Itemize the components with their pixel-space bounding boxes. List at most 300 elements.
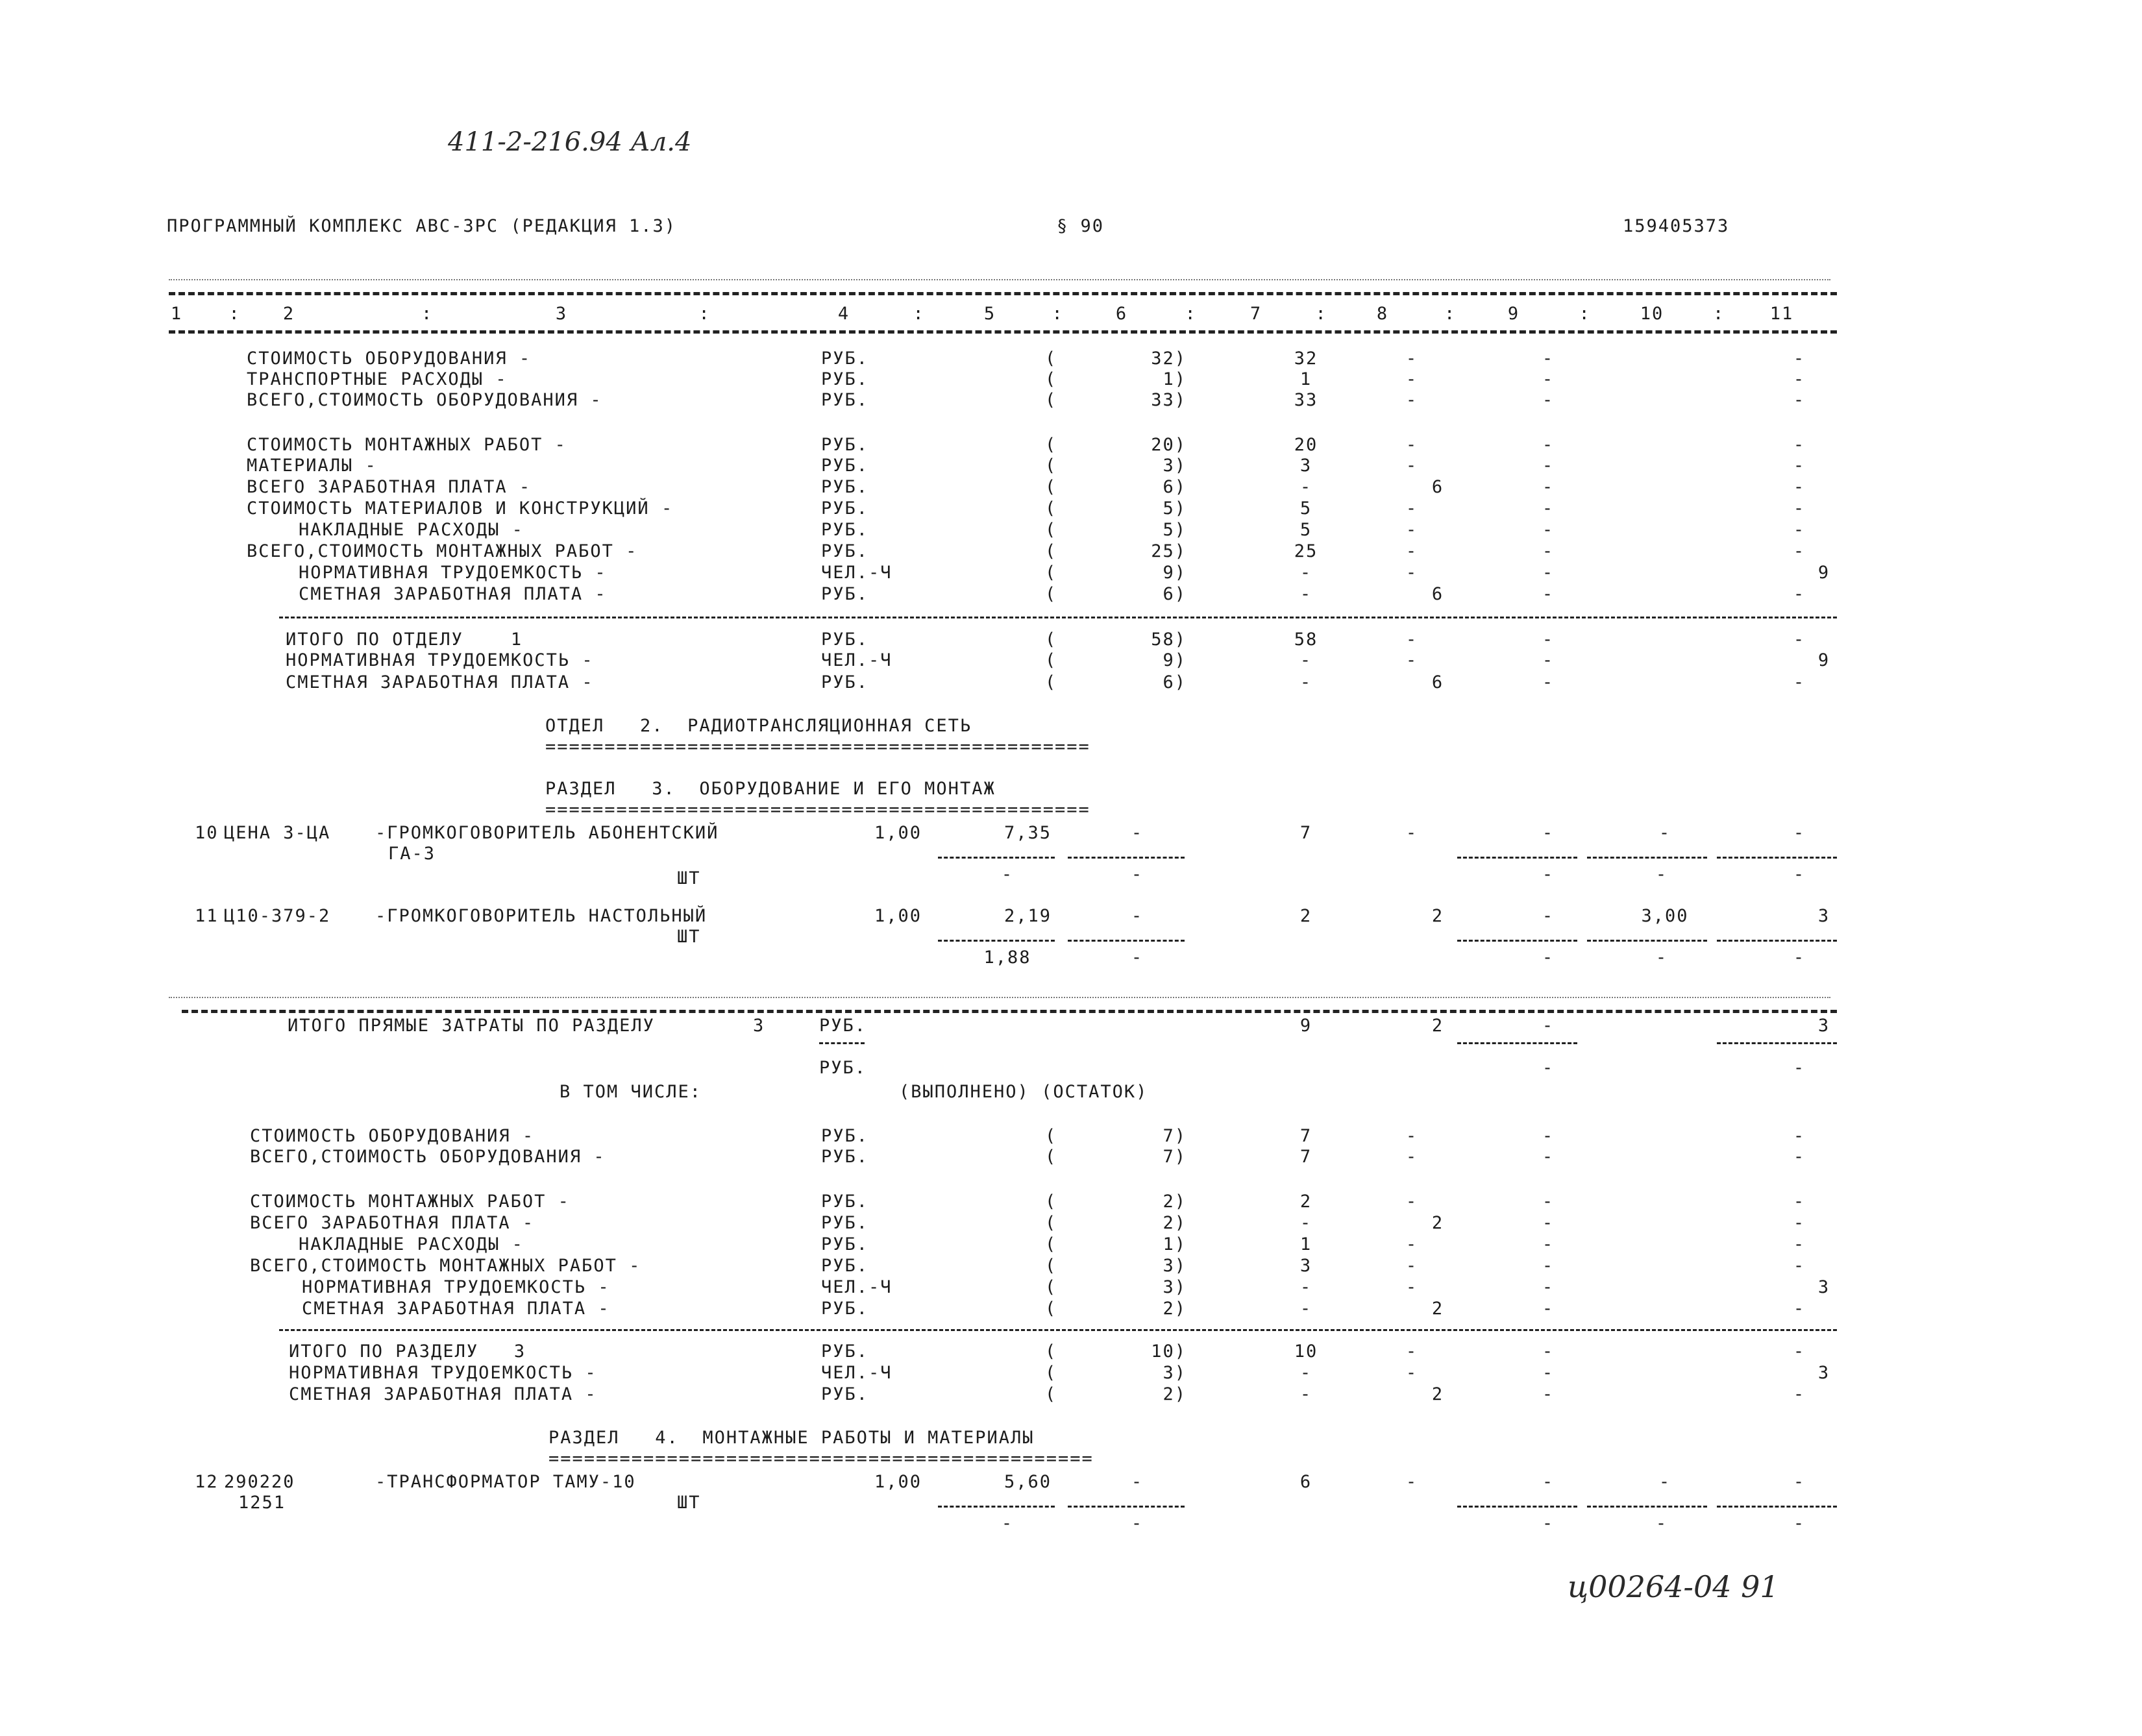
direct-costs-unit: РУБ. <box>819 1016 867 1036</box>
column-number: 9 <box>1507 304 1520 324</box>
row-unit: РУБ. <box>821 498 869 519</box>
col11-value: - <box>1793 1299 1806 1319</box>
direct-sub-rule <box>819 1042 865 1044</box>
row-unit: РУБ. <box>821 630 869 650</box>
completed-value: 7 <box>1163 1147 1175 1167</box>
item-code: 290220 <box>224 1472 295 1492</box>
col8-value: - <box>1405 563 1418 583</box>
break-rule <box>182 1010 1837 1013</box>
col11-value: - <box>1793 456 1806 476</box>
handwritten-footer: ц00264-04 91 <box>1568 1569 1779 1604</box>
row-unit: РУБ. <box>821 1256 869 1276</box>
break-dots <box>169 997 1830 998</box>
col11-value: 3 <box>1817 1277 1830 1297</box>
col9-value: - <box>1542 520 1555 540</box>
paren-open: ( <box>1045 498 1057 519</box>
col7-value: 1 <box>1299 1234 1312 1254</box>
item-number: 12 <box>195 1472 219 1492</box>
row-unit: РУБ. <box>821 1147 869 1167</box>
direct-sub-rule <box>1457 1042 1577 1044</box>
item-sub-col11: - <box>1793 1513 1806 1534</box>
col8-value: - <box>1405 1126 1418 1146</box>
department-underline: ============================================== <box>545 737 1090 757</box>
direct-sub-rule <box>1717 1042 1837 1044</box>
column-number: 6 <box>1115 304 1128 324</box>
item-number: 11 <box>195 906 219 926</box>
col11-value: - <box>1793 1192 1806 1212</box>
completed-value: 5 <box>1163 520 1175 540</box>
item-name: -ГРОМКОГОВОРИТЕЛЬ НАСТОЛЬНЫЙ <box>375 906 708 926</box>
direct-costs-col11b: - <box>1793 1058 1806 1078</box>
col8-value: 6 <box>1431 584 1444 604</box>
col7-value: - <box>1299 1299 1312 1319</box>
col11-value: - <box>1793 369 1806 389</box>
col7-value: 25 <box>1294 541 1318 561</box>
item-sub-col9: - <box>1542 947 1555 968</box>
col11-value: - <box>1793 672 1806 692</box>
column-separator: : <box>228 304 241 324</box>
paren-value: 3) <box>1163 1277 1187 1297</box>
including-label: В ТОМ ЧИСЛЕ: <box>560 1082 702 1102</box>
item-sub-col10: - <box>1655 864 1668 885</box>
col11-value: - <box>1793 477 1806 497</box>
completed-value: 3 <box>1163 1256 1175 1276</box>
row-label: СТОИМОСТЬ МОНТАЖНЫХ РАБОТ - <box>247 435 567 455</box>
column-separator: : <box>1052 304 1064 324</box>
item-sub-col9: - <box>1542 864 1555 885</box>
item-sub-col10: - <box>1655 947 1668 968</box>
col7-value: 2 <box>1299 1192 1312 1212</box>
row-unit: РУБ. <box>821 1341 869 1362</box>
direct-costs-unit2: РУБ. <box>819 1058 867 1078</box>
item-col7: 2 <box>1299 906 1312 926</box>
completed-value: 2 <box>1163 1192 1175 1212</box>
completed-value: 1 <box>1163 369 1175 389</box>
item-col11: - <box>1793 823 1806 843</box>
col9-value: - <box>1542 1147 1555 1167</box>
column-separator: : <box>913 304 925 324</box>
completed-value: 33 <box>1151 390 1175 410</box>
col11-value: - <box>1793 541 1806 561</box>
item-sub-col5: - <box>1001 864 1014 885</box>
row-label: НАКЛАДНЫЕ РАСХОДЫ - <box>299 520 524 540</box>
paren-open: ( <box>1045 541 1057 561</box>
col11-value: 3 <box>1817 1363 1830 1383</box>
block2-rule <box>279 1329 1837 1331</box>
column-number: 5 <box>983 304 996 324</box>
col9-value: - <box>1542 498 1555 519</box>
program-title: ПРОГРАММНЫЙ КОМПЛЕКС АВС-3РС (РЕДАКЦИЯ 1.3) <box>167 216 676 236</box>
column-number: 11 <box>1769 304 1794 324</box>
top-rule <box>169 292 1837 295</box>
completed-value: 9 <box>1163 650 1175 670</box>
paren-value: 32) <box>1151 348 1187 369</box>
row-unit: РУБ. <box>821 541 869 561</box>
col8-value: - <box>1405 1277 1418 1297</box>
col8-value: - <box>1405 630 1418 650</box>
item-col6: - <box>1131 906 1144 926</box>
item-col8: 2 <box>1431 906 1444 926</box>
col7-value: 3 <box>1299 1256 1312 1276</box>
item-name: -ГРОМКОГОВОРИТЕЛЬ АБОНЕНТСКИЙ <box>375 823 719 843</box>
paren-open: ( <box>1045 435 1057 455</box>
row-label: ВСЕГО,СТОИМОСТЬ МОНТАЖНЫХ РАБОТ - <box>247 541 638 561</box>
column-separator: : <box>1185 304 1197 324</box>
row-unit: ЧЕЛ.-Ч <box>821 1363 892 1383</box>
row-unit: РУБ. <box>821 390 869 410</box>
paren-value: 1) <box>1163 369 1187 389</box>
item-sub-col6: - <box>1131 1513 1144 1534</box>
direct-costs-col7: 9 <box>1299 1016 1312 1036</box>
row-label: ИТОГО ПО ОТДЕЛУ 1 <box>286 630 523 650</box>
col9-value: - <box>1542 1299 1555 1319</box>
sub-rule <box>1717 857 1837 859</box>
col8-value: - <box>1405 435 1418 455</box>
col11-value: - <box>1793 1147 1806 1167</box>
sub-rule <box>1457 857 1577 859</box>
row-label: НОРМАТИВНАЯ ТРУДОЕМКОСТЬ - <box>289 1363 597 1383</box>
row-label: ТРАНСПОРТНЫЕ РАСХОДЫ - <box>247 369 508 389</box>
paren-value: 9) <box>1163 650 1187 670</box>
col9-value: - <box>1542 1192 1555 1212</box>
col8-value: 2 <box>1431 1299 1444 1319</box>
col9-value: - <box>1542 1213 1555 1233</box>
col7-value: 1 <box>1299 369 1312 389</box>
row-label: ВСЕГО,СТОИМОСТЬ МОНТАЖНЫХ РАБОТ - <box>250 1256 641 1276</box>
direct-costs-col11: 3 <box>1817 1016 1830 1036</box>
section-title: РАЗДЕЛ 4. МОНТАЖНЫЕ РАБОТЫ И МАТЕРИАЛЫ <box>548 1428 1035 1448</box>
col8-value: - <box>1405 369 1418 389</box>
page-number-value: 90 <box>1080 216 1105 236</box>
row-label: ВСЕГО ЗАРАБОТНАЯ ПЛАТА - <box>247 477 532 497</box>
item-unit: ШТ <box>677 927 701 947</box>
row-label: ИТОГО ПО РАЗДЕЛУ 3 <box>289 1341 526 1362</box>
section-underline: ============================================== <box>548 1449 1094 1469</box>
row-label: НАКЛАДНЫЕ РАСХОДЫ - <box>299 1234 524 1254</box>
completed-value: 2 <box>1163 1299 1175 1319</box>
item-quantity: 1,00 <box>874 823 922 843</box>
col11-value: 9 <box>1817 563 1830 583</box>
item-unit: ШТ <box>677 868 701 888</box>
item-name-continued: ГА-3 <box>388 844 436 864</box>
direct-costs-section: 3 <box>753 1016 765 1036</box>
column-number: 1 <box>170 304 183 324</box>
item-quantity: 1,00 <box>874 906 922 926</box>
row-label: СТОИМОСТЬ МАТЕРИАЛОВ И КОНСТРУКЦИЙ - <box>247 498 674 519</box>
row-unit: РУБ. <box>821 1384 869 1404</box>
item-col11: 3 <box>1817 906 1830 926</box>
paren-value: 3) <box>1163 1363 1187 1383</box>
col11-value: - <box>1793 630 1806 650</box>
col7-value: - <box>1299 650 1312 670</box>
col7-value: 58 <box>1294 630 1318 650</box>
completed-value: 6 <box>1163 477 1175 497</box>
completed-value: 3 <box>1163 456 1175 476</box>
item-sub-col6: - <box>1131 947 1144 968</box>
sub-rule <box>1068 857 1185 859</box>
item-sub-col10: - <box>1655 1513 1668 1534</box>
paren-open: ( <box>1045 650 1057 670</box>
col7-value: 32 <box>1294 348 1318 369</box>
col7-value: - <box>1299 1363 1312 1383</box>
sub-rule <box>1717 1506 1837 1508</box>
completed-value: 2 <box>1163 1384 1175 1404</box>
item-sub-col5: - <box>1001 1513 1014 1534</box>
item-col9: - <box>1542 823 1555 843</box>
col8-value: - <box>1405 1256 1418 1276</box>
paren-open: ( <box>1045 672 1057 692</box>
paren-value: 58) <box>1151 630 1187 650</box>
column-separator: : <box>1713 304 1725 324</box>
paren-open: ( <box>1045 630 1057 650</box>
row-unit: РУБ. <box>821 1192 869 1212</box>
col9-value: - <box>1542 584 1555 604</box>
paren-open: ( <box>1045 520 1057 540</box>
row-label: ВСЕГО,СТОИМОСТЬ ОБОРУДОВАНИЯ - <box>247 390 602 410</box>
paren-open: ( <box>1045 1299 1057 1319</box>
paren-open: ( <box>1045 1277 1057 1297</box>
item-col6: - <box>1131 1472 1144 1492</box>
item-code-continued: 1251 <box>238 1493 286 1513</box>
row-label: ВСЕГО ЗАРАБОТНАЯ ПЛАТА - <box>250 1213 535 1233</box>
col9-value: - <box>1542 1277 1555 1297</box>
column-separator: : <box>698 304 711 324</box>
item-sub-col6: - <box>1131 864 1144 885</box>
sub-rule <box>938 857 1055 859</box>
column-number: 4 <box>837 304 850 324</box>
page-number: § 90 <box>1057 216 1105 236</box>
paren-value: 2) <box>1163 1384 1187 1404</box>
col9-value: - <box>1542 541 1555 561</box>
col8-value: - <box>1405 1234 1418 1254</box>
col9-value: - <box>1542 650 1555 670</box>
col7-value: 7 <box>1299 1126 1312 1146</box>
paren-open: ( <box>1045 563 1057 583</box>
item-code: Ц10-379-2 <box>224 906 331 926</box>
sub-rule <box>1068 1506 1185 1508</box>
item-col9: - <box>1542 906 1555 926</box>
item-sub-col11: - <box>1793 864 1806 885</box>
paren-value: 5) <box>1163 498 1187 519</box>
sub-rule <box>1457 940 1577 942</box>
item-unit: ШТ <box>677 1493 701 1513</box>
col9-value: - <box>1542 1384 1555 1404</box>
completed-value: 1 <box>1163 1234 1175 1254</box>
paren-value: 2) <box>1163 1192 1187 1212</box>
col7-value: - <box>1299 477 1312 497</box>
item-col6: - <box>1131 823 1144 843</box>
col8-value: 2 <box>1431 1213 1444 1233</box>
paren-open: ( <box>1045 1192 1057 1212</box>
paren-value: 7) <box>1163 1126 1187 1146</box>
col9-value: - <box>1542 630 1555 650</box>
row-unit: ЧЕЛ.-Ч <box>821 650 892 670</box>
col7-value: 10 <box>1294 1341 1318 1362</box>
col9-value: - <box>1542 1341 1555 1362</box>
column-number: 7 <box>1250 304 1262 324</box>
sub-rule <box>1068 940 1185 942</box>
col9-value: - <box>1542 1234 1555 1254</box>
completed-value: 9 <box>1163 563 1175 583</box>
item-sub-col11: - <box>1793 947 1806 968</box>
row-label: НОРМАТИВНАЯ ТРУДОЕМКОСТЬ - <box>286 650 594 670</box>
completed-value: 10 <box>1151 1341 1175 1362</box>
col8-value: - <box>1405 520 1418 540</box>
col11-value: 9 <box>1817 650 1830 670</box>
paren-value: 7) <box>1163 1147 1187 1167</box>
paren-open: ( <box>1045 1256 1057 1276</box>
paren-value: 3) <box>1163 1256 1187 1276</box>
handwritten-reference: 411-2-216.94 Ал.4 <box>448 127 692 157</box>
column-separator: : <box>1444 304 1457 324</box>
paren-open: ( <box>1045 477 1057 497</box>
col11-value: - <box>1793 1126 1806 1146</box>
col11-value: - <box>1793 1341 1806 1362</box>
sub-rule <box>938 1506 1055 1508</box>
row-label: МАТЕРИАЛЫ - <box>247 456 377 476</box>
completed-value: 58 <box>1151 630 1175 650</box>
column-header-rule <box>169 330 1837 334</box>
row-label: НОРМАТИВНАЯ ТРУДОЕМКОСТЬ - <box>302 1277 610 1297</box>
completed-value: 6 <box>1163 672 1175 692</box>
header-dots <box>169 279 1830 280</box>
item-unit-price: 5,60 <box>1003 1472 1052 1492</box>
col9-value: - <box>1542 1126 1555 1146</box>
col8-value: 6 <box>1431 672 1444 692</box>
row-unit: РУБ. <box>821 348 869 369</box>
completed-value: 3 <box>1163 1363 1175 1383</box>
completed-value: 2 <box>1163 1213 1175 1233</box>
item-quantity: 1,00 <box>874 1472 922 1492</box>
row-unit: РУБ. <box>821 1126 869 1146</box>
col8-value: - <box>1405 456 1418 476</box>
section-underline: ============================================== <box>545 800 1090 820</box>
paren-open: ( <box>1045 584 1057 604</box>
completed-value: 32 <box>1151 348 1175 369</box>
done-remainder-label: (ВЫПОЛНЕНО) (ОСТАТОК) <box>899 1082 1148 1102</box>
col8-value: - <box>1405 541 1418 561</box>
item-unit-price: 2,19 <box>1003 906 1052 926</box>
paren-value: 2) <box>1163 1299 1187 1319</box>
sub-rule <box>1587 940 1707 942</box>
col8-value: - <box>1405 1192 1418 1212</box>
row-unit: РУБ. <box>821 520 869 540</box>
item-col8: - <box>1405 823 1418 843</box>
paren-value: 10) <box>1151 1341 1187 1362</box>
row-unit: РУБ. <box>821 435 869 455</box>
item-col9: - <box>1542 1472 1555 1492</box>
row-unit: РУБ. <box>821 1234 869 1254</box>
col8-value: - <box>1405 498 1418 519</box>
paren-value: 1) <box>1163 1234 1187 1254</box>
paren-open: ( <box>1045 1126 1057 1146</box>
col9-value: - <box>1542 390 1555 410</box>
col9-value: - <box>1542 672 1555 692</box>
direct-costs-label: ИТОГО ПРЯМЫЕ ЗАТРАТЫ ПО РАЗДЕЛУ <box>288 1016 655 1036</box>
col11-value: - <box>1793 390 1806 410</box>
col11-value: - <box>1793 1384 1806 1404</box>
row-unit: ЧЕЛ.-Ч <box>821 1277 892 1297</box>
row-label: СМЕТНАЯ ЗАРАБОТНАЯ ПЛАТА - <box>289 1384 597 1404</box>
paren-open: ( <box>1045 390 1057 410</box>
paren-value: 5) <box>1163 520 1187 540</box>
direct-costs-col8: 2 <box>1431 1016 1444 1036</box>
item-number: 10 <box>195 823 219 843</box>
row-label: СТОИМОСТЬ МОНТАЖНЫХ РАБОТ - <box>250 1192 570 1212</box>
paren-value: 2) <box>1163 1213 1187 1233</box>
item-unit-price: 7,35 <box>1003 823 1052 843</box>
col8-value: - <box>1405 1147 1418 1167</box>
sub-rule <box>1457 1506 1577 1508</box>
col11-value: - <box>1793 584 1806 604</box>
paren-open: ( <box>1045 1384 1057 1404</box>
col9-value: - <box>1542 1256 1555 1276</box>
col9-value: - <box>1542 1363 1555 1383</box>
row-label: НОРМАТИВНАЯ ТРУДОЕМКОСТЬ - <box>299 563 607 583</box>
column-number: 3 <box>555 304 568 324</box>
paren-open: ( <box>1045 456 1057 476</box>
direct-costs-col9: - <box>1542 1016 1555 1036</box>
col11-value: - <box>1793 1256 1806 1276</box>
paren-open: ( <box>1045 1341 1057 1362</box>
column-number: 8 <box>1376 304 1389 324</box>
item-col10: 3,00 <box>1641 906 1689 926</box>
col11-value: - <box>1793 1213 1806 1233</box>
completed-value: 20 <box>1151 435 1175 455</box>
col7-value: - <box>1299 584 1312 604</box>
col7-value: - <box>1299 672 1312 692</box>
col7-value: 5 <box>1299 520 1312 540</box>
item-col7: 7 <box>1299 823 1312 843</box>
column-separator: : <box>1315 304 1327 324</box>
row-label: СМЕТНАЯ ЗАРАБОТНАЯ ПЛАТА - <box>302 1299 610 1319</box>
col11-value: - <box>1793 435 1806 455</box>
column-separator: : <box>421 304 434 324</box>
paren-value: 25) <box>1151 541 1187 561</box>
paren-value: 33) <box>1151 390 1187 410</box>
col8-value: - <box>1405 1341 1418 1362</box>
row-unit: РУБ. <box>821 672 869 692</box>
paren-open: ( <box>1045 1234 1057 1254</box>
col9-value: - <box>1542 348 1555 369</box>
col7-value: 20 <box>1294 435 1318 455</box>
row-unit: РУБ. <box>821 477 869 497</box>
col7-value: - <box>1299 1213 1312 1233</box>
document-number: 159405373 <box>1623 216 1730 236</box>
block1-rule <box>279 617 1837 618</box>
paren-value: 9) <box>1163 563 1187 583</box>
paren-open: ( <box>1045 1363 1057 1383</box>
paren-open: ( <box>1045 1213 1057 1233</box>
completed-value: 25 <box>1151 541 1175 561</box>
sub-rule <box>1587 857 1707 859</box>
paren-value: 3) <box>1163 456 1187 476</box>
row-unit: РУБ. <box>821 456 869 476</box>
column-number: 2 <box>282 304 295 324</box>
col7-value: 7 <box>1299 1147 1312 1167</box>
paren-value: 20) <box>1151 435 1187 455</box>
col11-value: - <box>1793 1234 1806 1254</box>
direct-costs-col9b: - <box>1542 1058 1555 1078</box>
col7-value: 3 <box>1299 456 1312 476</box>
paren-open: ( <box>1045 1147 1057 1167</box>
department-title: ОТДЕЛ 2. РАДИОТРАНСЛЯЦИОННАЯ СЕТЬ <box>545 716 972 736</box>
paren-open: ( <box>1045 369 1057 389</box>
row-unit: РУБ. <box>821 1213 869 1233</box>
col7-value: 5 <box>1299 498 1312 519</box>
paren-value: 6) <box>1163 477 1187 497</box>
row-label: СТОИМОСТЬ ОБОРУДОВАНИЯ - <box>247 348 532 369</box>
